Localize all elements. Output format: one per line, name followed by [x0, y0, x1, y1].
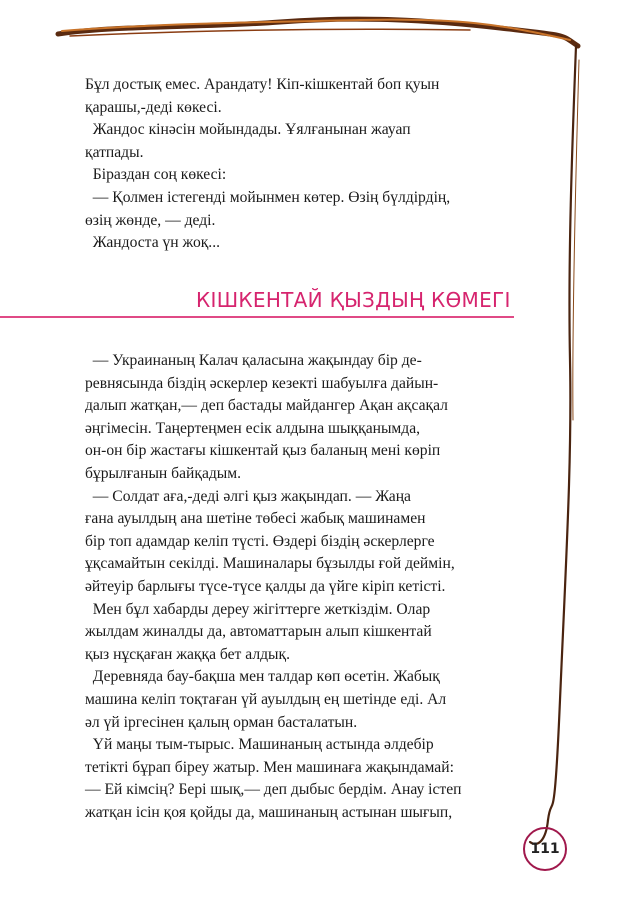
text-line: қыз нұсқаған жаққа бет алдық. [85, 645, 290, 663]
text-line: ғана ауылдың ана шетіне төбесі жабық машинамен [85, 510, 426, 528]
text-line: Бұл достық емес. Арандату! Кіп-кішкентай боп қуын [85, 76, 440, 93]
chapter-heading: КІШКЕНТАЙ ҚЫЗДЫҢ КӨМЕГІ [196, 288, 511, 312]
text-line: ревнясында біздің әскерлер кезекті шабуылға дайын- [85, 374, 439, 392]
text-line: өзің жөнде, — деді. [85, 211, 216, 229]
text-line: жатқан ісін қоя қойды да, машинаның астынан шығып, [85, 803, 453, 821]
text-line: Жандос кінәсін мойындады. Ұялғанынан жауап [85, 121, 411, 139]
main-text-section [85, 350, 503, 824]
text-line: — Украинаның Калач қаласына жақындау бір де- [85, 352, 422, 369]
text-line: бір топ адамдар келіп түсті. Өздері біздің әскерлерге [85, 532, 435, 550]
text-line: әл үй іргесінен қалың орман басталатын. [85, 713, 358, 731]
text-line: Жандоста үн жоқ... [85, 234, 221, 252]
text-line: — Ей кімсің? Бері шық,— деп дыбыс бердім. Анау істеп [85, 781, 462, 799]
text-line: бұрылғанын байқадым. [85, 464, 242, 482]
text-line: Біраздан соң көкесі: [85, 166, 227, 184]
text-line: қатпады. [85, 143, 144, 161]
text-line: әңгімесін. Таңертеңмен есік алдына шыққанымда, [85, 419, 421, 437]
text-line: ұқсамайтын секілді. Машиналары бұзылды ғой деймін, [85, 555, 455, 573]
page-number: 111 [523, 827, 567, 871]
text-line: машина келіп тоқтаған үй ауылдың ең шетінде еді. Ал [85, 690, 447, 708]
text-line: — Солдат аға,-деді әлгі қыз жақындап. — Жаңа [85, 487, 411, 505]
text-line: далып жатқан,— деп бастады майдангер Ақан ақсақал [85, 397, 448, 415]
text-line: қарашы,-деді көкесі. [85, 98, 222, 116]
text-line: Деревняда бау-бақша мен талдар көп өсетін. Жабық [85, 668, 440, 686]
top-text-section [85, 74, 503, 255]
text-line: он-он бір жастағы кішкентай қыз баланың мені көріп [85, 442, 441, 460]
text-line: жылдам жиналды да, автоматтарын алып кішкентай [85, 623, 432, 641]
text-line: — Қолмен істегенді мойынмен көтер. Өзің бүлдірдің, [85, 188, 451, 206]
text-line: Мен бұл хабарды дереу жігіттерге жеткіздім. Олар [85, 600, 431, 618]
text-line: Үй маңы тым-тырыс. Машинаның астында әлдебір [85, 736, 434, 754]
text-line: әйтеуір барлығы түсе-түсе қалды да үйге кіріп кетісті. [85, 577, 446, 595]
text-line: тетікті бұрап біреу жатыр. Мен машинаға жақындамай: [85, 758, 454, 776]
heading-divider [0, 316, 514, 318]
